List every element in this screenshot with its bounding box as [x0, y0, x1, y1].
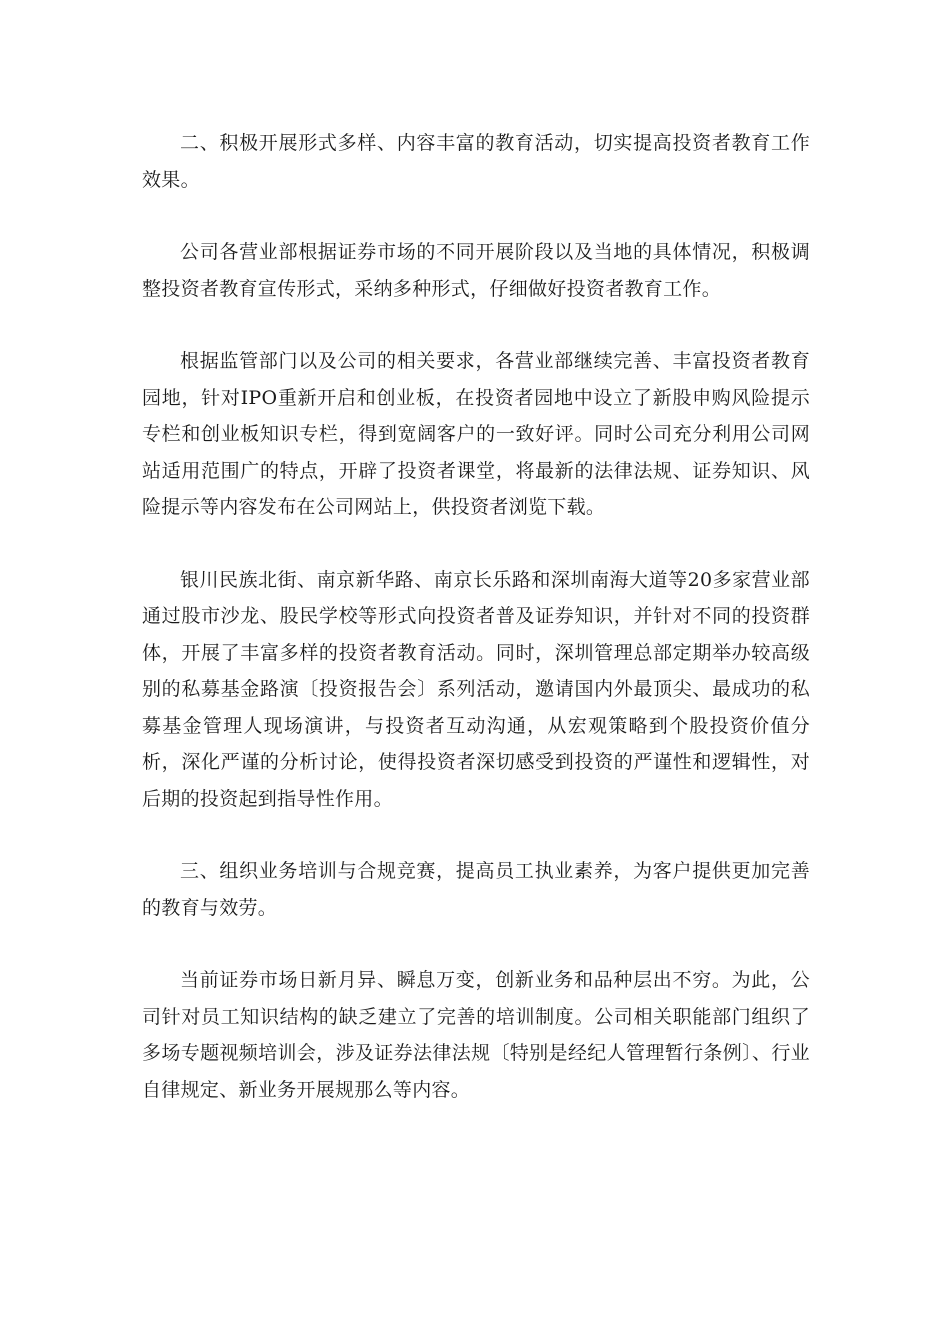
paragraph: 公司各营业部根据证券市场的不同开展阶段以及当地的具体情况，积极调整投资者教育宣传形式，采纳多种形式，仔细做好投资者教育工作。: [142, 241, 810, 300]
document-body: [142, 125, 810, 1144]
section-heading-3: 三、组织业务培训与合规竞赛，提高员工执业素养，为客户提供更加完善的教育与效劳。: [142, 860, 810, 919]
section-heading-2: 二、积极开展形式多样、内容丰富的教育活动，切实提高投资者教育工作效果。: [142, 132, 810, 191]
paragraph: 银川民族北街、南京新华路、南京长乐路和深圳南海大道等20多家营业部通过股市沙龙、股民学校等形式向投资者普及证券知识，并针对不同的投资群体，开展了丰富多样的投资者教育活动。同时，深圳管理总部定期举办较高级别的私募基金路演〔投资报告会〕系列活动，邀请国内外最顶尖、最成功的私募基金管理人现场演讲，与投资者互动沟通，从宏观策略到个股投资价值分析，深化严谨的分析讨论，使得投资者深切感受到投资的严谨性和逻辑性，对后期的投资起到指导性作用。: [142, 568, 810, 810]
paragraph: 当前证券市场日新月异、瞬息万变，创新业务和品种层出不穷。为此，公司针对员工知识结构的缺乏建立了完善的培训制度。公司相关职能部门组织了多场专题视频培训会，涉及证券法律法规〔特别是经纪人管理暂行条例〕、行业自律规定、新业务开展规那么等内容。: [142, 969, 810, 1101]
paragraph: 根据监管部门以及公司的相关要求，各营业部继续完善、丰富投资者教育园地，针对IPO重新开启和创业板，在投资者园地中设立了新股申购风险提示专栏和创业板知识专栏，得到宽阔客户的一致好评。同时公司充分利用公司网站适用范围广的特点，开辟了投资者课堂，将最新的法律法规、证券知识、风险提示等内容发布在公司网站上，供投资者浏览下载。: [142, 350, 810, 518]
